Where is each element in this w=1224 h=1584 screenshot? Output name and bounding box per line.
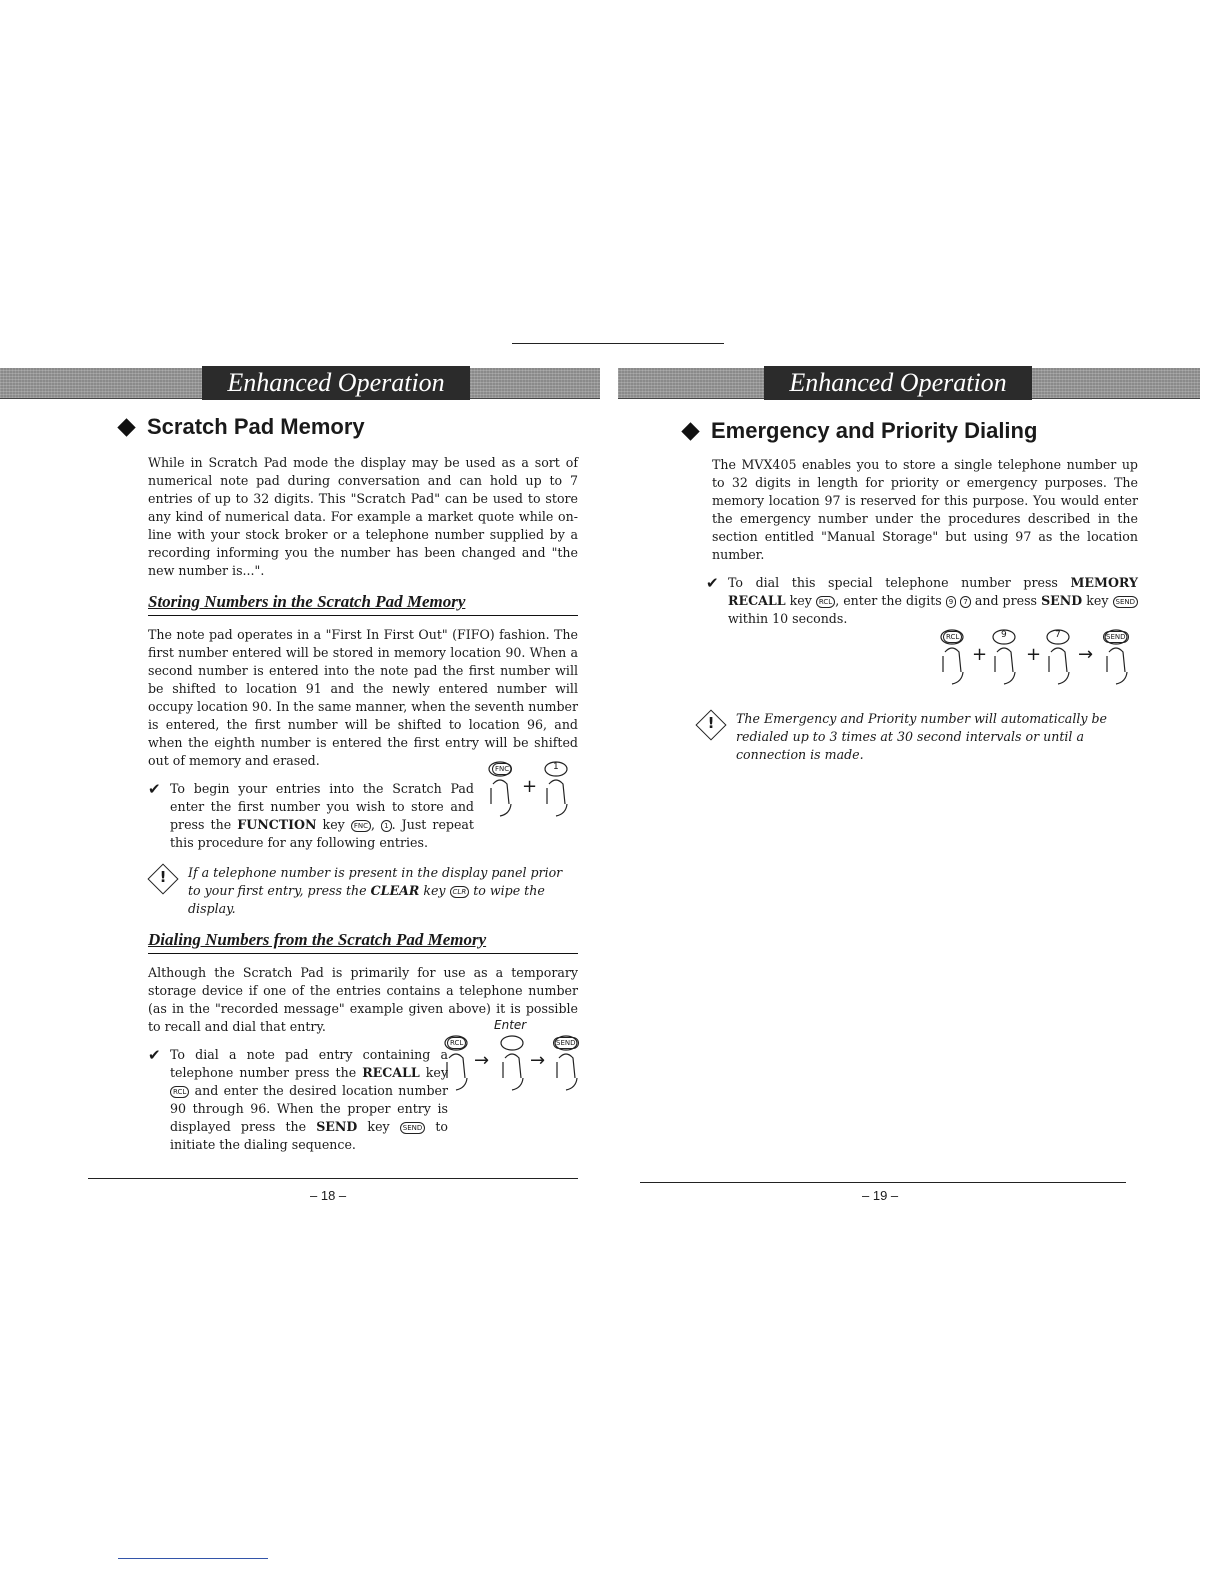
press-hand-icon: SEND [548,1032,584,1092]
press-hand-icon [494,1032,530,1092]
send-key-icon: SEND [400,1122,426,1134]
nine-key-icon: 9 [946,596,956,608]
redial-note: ! The Emergency and Priority number will automatically be redialed up to 3 times at 30 second intervals or until a connection is made. [696,710,1138,764]
press-hand-icon: 9 [986,626,1022,686]
right-section-title: Emergency and Priority Dialing [684,418,1138,444]
rcl-9-7-send-illustration: RCL + 9 + 7 → SEND [934,626,1140,692]
checkmark-icon: ✔ [706,574,719,592]
step-begin-entries: ✔ To begin your entries into the Scratch Pad enter the first number you wish to store and press the FUNCTION key FNC , 1 . Just repeat this procedure for any following entries. [148,780,474,850]
storing-numbers-subhead: Storing Numbers in the Scratch Pad Memory [148,592,578,616]
seven-key-icon: 7 [960,596,970,608]
checkmark-icon: ✔ [148,780,161,798]
left-banner-title: Enhanced Operation [202,366,470,400]
one-key-icon: 1 [381,820,391,832]
left-footer-rule [88,1178,578,1179]
recall-enter-send-illustration: Enter RCL → → SEND [438,1018,588,1094]
dialing-paragraph: Although the Scratch Pad is primarily for use as a temporary storage device if one of the entries contains a telephone number (as in the "recorded message" example given above) it is possible to recall and dial that entry. [148,965,578,1034]
bullet-diamond-icon [117,418,135,436]
step-dial-emergency: ✔ To dial this special telephone number press MEMORY RECALL key RCL , enter the digits 9 7 and press SEND key SEND within 10 seconds. [706,574,1138,626]
right-column [684,418,1138,764]
dialing-numbers-subhead: Dialing Numbers from the Scratch Pad Memory [148,930,578,954]
clr-key-icon: CLR [450,886,470,898]
right-banner-title: Enhanced Operation [764,366,1032,400]
scratch-pad-intro: While in Scratch Pad mode the display may be used as a sort of numerical note pad during conversation and can hold up to 7 entries of up to 32 digits. This "Scratch Pad" can be used to store any kind of numerical data. For example a market quote while on-line with your stock broker or a telephone number supplied by a recording informing you the number has been changed and "the new number is...". [148,455,578,578]
warning-icon: ! [696,710,726,740]
rcl-key-icon: RCL [816,596,835,608]
right-banner [618,368,1200,399]
bottom-rule [118,1558,268,1559]
fnc-plus-one-illustration: FNC + 1 [482,758,582,830]
checkmark-icon: ✔ [148,1046,161,1064]
clear-note: ! If a telephone number is present in the display panel prior to your first entry, press the CLEAR key CLR to wipe the display. [148,864,578,918]
top-rule [512,343,724,344]
page-number-19: – 19 – [862,1188,899,1203]
press-hand-icon: SEND [1098,626,1134,686]
page-number-18: – 18 – [310,1188,347,1203]
press-hand-icon: FNC [482,758,518,818]
emergency-intro: The MVX405 enables you to store a single telephone number up to 32 digits in length for priority or emergency purposes. The memory location 97 is reserved for this purpose. You would enter the emergency number under the procedures described in the section entitled "Manual Storage" but using 97 as the location number. [712,457,1138,562]
warning-icon: ! [148,864,178,894]
press-hand-icon: RCL [934,626,970,686]
press-hand-icon: 1 [538,758,574,818]
fifo-paragraph: The note pad operates in a "First In First Out" (FIFO) fashion. The first number entered will be stored in memory location 90. When a second number is entered into the note pad the first number will be shifted to location 91 and the newly entered number will occupy location 90. In the same manner, when the seventh number is entered, the first number will be shifted to location 96, and when the eighth number is entered the first entry will be shifted out of memory and erased. [148,627,578,768]
bullet-diamond-icon [681,422,699,440]
rcl-key-icon: RCL [170,1086,189,1098]
right-footer-rule [640,1182,1126,1183]
press-hand-icon: 7 [1040,626,1076,686]
step-dial-entry: ✔ To dial a note pad entry containing a telephone number press the RECALL key RCL and enter the desired location number 90 through 96. When the proper entry is displayed press the SEND key SEND to initiate the dialing sequence. [148,1046,448,1152]
left-section-title: Scratch Pad Memory [120,414,578,440]
left-banner [0,368,600,399]
send-key-icon: SEND [1113,596,1139,608]
fnc-key-icon: FNC [351,820,371,832]
press-hand-icon: RCL [438,1032,474,1092]
